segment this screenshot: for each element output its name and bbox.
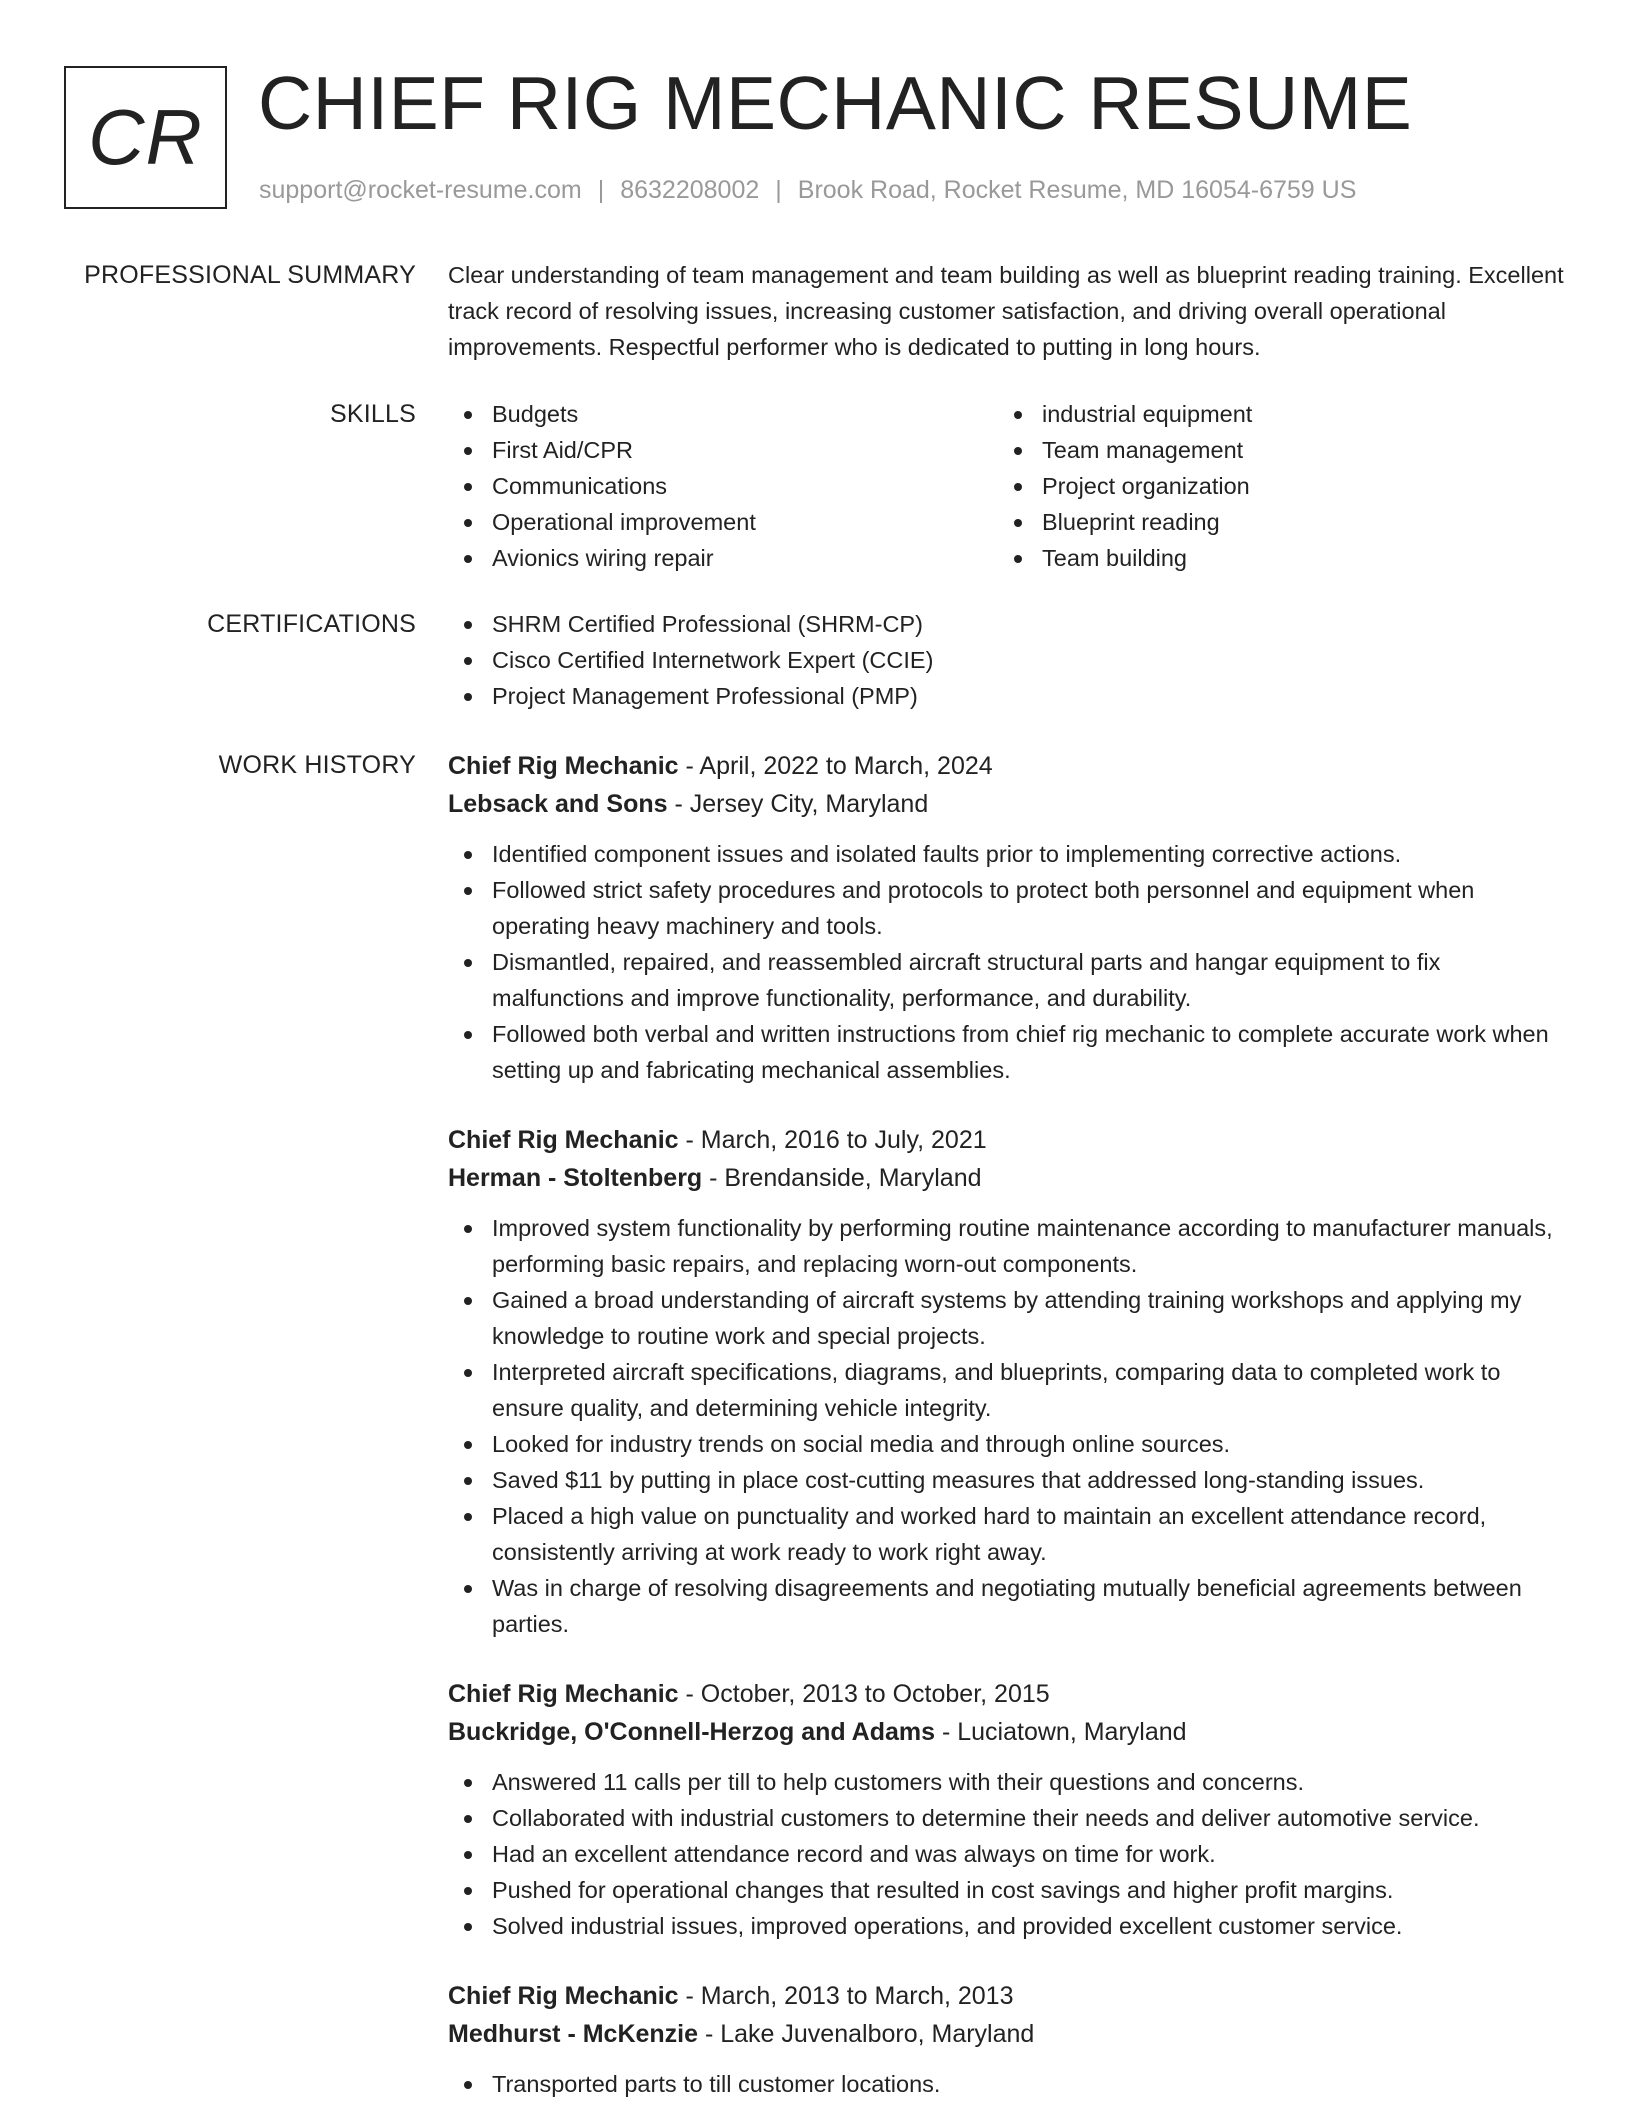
job-company-line: [448, 1159, 1568, 1197]
job-location: - Brendanside, Maryland: [702, 1164, 982, 1192]
contact-line: [259, 176, 1356, 205]
contact-separator: |: [775, 176, 782, 204]
job-dates: - March, 2013 to March, 2013: [678, 1982, 1014, 2010]
list-item: Dismantled, repaired, and reassembled aircraft structural parts and hangar equipment to fix malfunctions and improve functionality, performance, and durability.: [448, 944, 1568, 1016]
summary-text: Clear understanding of team management and team building as well as blueprint reading training. Excellent track record of resolving issues, increasing customer satisfaction, and driving overall operational improvements. Respectful performer who is dedicated to putting in long hours.: [448, 262, 1564, 360]
job-dates: - April, 2022 to March, 2024: [678, 752, 993, 780]
list-item: Project Management Professional (PMP): [448, 678, 1568, 714]
job-bullet-list: [448, 1210, 1568, 1642]
job-dates: - October, 2013 to October, 2015: [678, 1680, 1050, 1708]
work-history-label: WORK HISTORY: [218, 751, 416, 779]
job-location: - Luciatown, Maryland: [935, 1718, 1187, 1746]
contact-separator: |: [597, 176, 605, 204]
list-item: Gained a broad understanding of aircraft systems by attending training workshops and applying my knowledge to routine work and special projects.: [448, 1282, 1568, 1354]
list-item: Operational improvement: [448, 504, 998, 540]
list-item: industrial equipment: [998, 396, 1548, 432]
job-location: - Lake Juvenalboro, Maryland: [698, 2020, 1035, 2048]
job-title: Chief Rig Mechanic: [448, 1680, 679, 1708]
job-title: Chief Rig Mechanic: [448, 1126, 679, 1154]
list-item: Communications: [448, 468, 998, 504]
list-item: Followed both verbal and written instructions from chief rig mechanic to complete accurate work when setting up and fabricating mechanical assemblies.: [448, 1016, 1568, 1088]
job-company: Medhurst - McKenzie: [448, 2020, 699, 2048]
job-title-line: [448, 1675, 1568, 1713]
job-entry: [448, 1121, 1568, 1642]
job-title: Chief Rig Mechanic: [448, 752, 679, 780]
job-dates: - March, 2016 to July, 2021: [678, 1126, 987, 1154]
list-item: Had an excellent attendance record and was always on time for work.: [448, 1836, 1568, 1872]
monogram-initials: CR: [88, 93, 203, 181]
work-history-body: [448, 747, 1568, 2112]
list-item: Project organization: [998, 468, 1548, 504]
job-bullet-list: [448, 836, 1568, 1088]
list-item: Was in charge of resolving disagreements and negotiating mutually beneficial agreements between parties.: [448, 1570, 1568, 1642]
list-item: Cisco Certified Internetwork Expert (CCIE): [448, 642, 1568, 678]
job-company: Buckridge, O'Connell-Herzog and Adams: [448, 1718, 936, 1746]
resume-title: CHIEF RIG MECHANIC RESUME: [258, 61, 1413, 145]
job-title-line: [448, 1977, 1568, 2015]
list-item: Answered 11 calls per till to help customers with their questions and concerns.: [448, 1764, 1568, 1800]
contact-phone: 8632208002: [620, 176, 760, 204]
job-company-line: [448, 1713, 1568, 1751]
list-item: SHRM Certified Professional (SHRM-CP): [448, 606, 1568, 642]
job-title-line: [448, 747, 1568, 785]
job-company: Herman - Stoltenberg: [448, 1164, 703, 1192]
job-bullet-list: [448, 1764, 1568, 1944]
list-item: Looked for industry trends on social media and through online sources.: [448, 1426, 1568, 1462]
job-company-line: [448, 785, 1568, 823]
list-item: Team management: [998, 432, 1548, 468]
list-item: Pushed for operational changes that resulted in cost savings and higher profit margins.: [448, 1872, 1568, 1908]
list-item: Team building: [998, 540, 1548, 576]
skills-label: SKILLS: [330, 400, 416, 428]
job-company-line: [448, 2015, 1568, 2053]
list-item: Avionics wiring repair: [448, 540, 998, 576]
skills-left-column: [448, 396, 998, 576]
list-item: Budgets: [448, 396, 998, 432]
contact-email: support@rocket-resume.com: [259, 176, 582, 204]
list-item: Followed strict safety procedures and protocols to protect both personnel and equipment when operating heavy machinery and tools.: [448, 872, 1568, 944]
list-item: Interpreted aircraft specifications, diagrams, and blueprints, comparing data to completed work to ensure quality, and determining vehicle integrity.: [448, 1354, 1568, 1426]
monogram-box: [64, 66, 227, 209]
job-title-line: [448, 1121, 1568, 1159]
list-item: Identified component issues and isolated faults prior to implementing corrective actions.: [448, 836, 1568, 872]
contact-address: Brook Road, Rocket Resume, MD 16054-6759 US: [797, 176, 1357, 204]
list-item: Solved industrial issues, improved operations, and provided excellent customer service.: [448, 1908, 1568, 1944]
job-entry: [448, 1977, 1568, 2102]
list-item: First Aid/CPR: [448, 432, 998, 468]
list-item: Collaborated with industrial customers to determine their needs and deliver automotive service.: [448, 1800, 1568, 1836]
skills-grid: [448, 396, 1568, 576]
job-bullet-list: [448, 2066, 1568, 2102]
job-company: Lebsack and Sons: [448, 790, 668, 818]
list-item: Placed a high value on punctuality and worked hard to maintain an excellent attendance record, consistently arriving at work ready to work right away.: [448, 1498, 1568, 1570]
list-item: Saved $11 by putting in place cost-cutting measures that addressed long-standing issues.: [448, 1462, 1568, 1498]
job-location: - Jersey City, Maryland: [667, 790, 929, 818]
list-item: Blueprint reading: [998, 504, 1548, 540]
job-title: Chief Rig Mechanic: [448, 1982, 679, 2010]
job-entry: [448, 747, 1568, 1088]
certifications-label: CERTIFICATIONS: [207, 610, 416, 638]
certifications-body: [448, 606, 1568, 714]
job-entry: [448, 1675, 1568, 1944]
skills-right-column: [998, 396, 1548, 576]
list-item: Improved system functionality by performing routine maintenance according to manufacturer manuals, performing basic repairs, and replacing worn-out components.: [448, 1210, 1568, 1282]
list-item: Transported parts to till customer locations.: [448, 2066, 1568, 2102]
summary-label: PROFESSIONAL SUMMARY: [84, 261, 416, 289]
certifications-list: [448, 606, 1568, 714]
